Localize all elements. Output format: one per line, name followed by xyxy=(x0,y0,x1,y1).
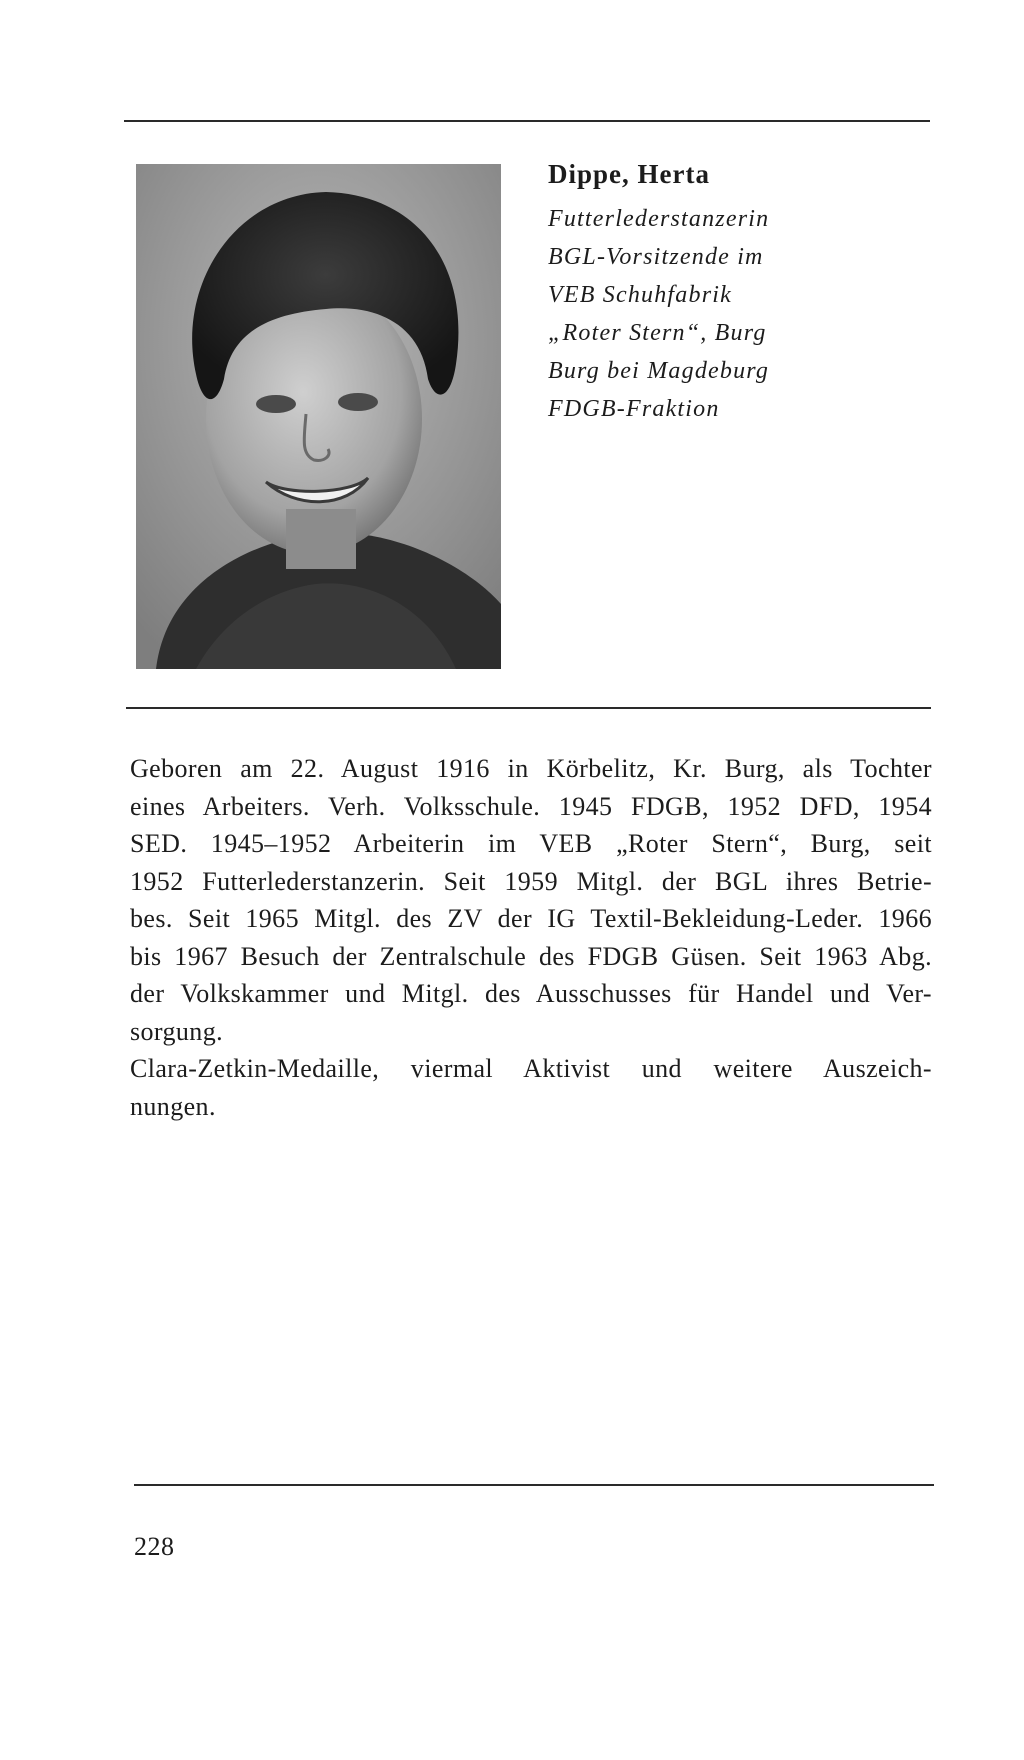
top-rule xyxy=(124,120,930,122)
middle-rule xyxy=(126,707,931,709)
bio-line: bes. Seit 1965 Mitgl. des ZV der IG Textil-Bekleidung-Leder. 1966 xyxy=(130,904,932,933)
biography-text xyxy=(130,750,932,1125)
position-line: BGL-Vorsitzende im xyxy=(548,244,764,270)
bio-line: der Volkskammer und Mitgl. des Ausschusses für Handel und Ver- xyxy=(130,979,932,1008)
occupation-line: Futterlederstanzerin xyxy=(548,206,770,232)
bio-line: 1952 Futterlederstanzerin. Seit 1959 Mitgl. der BGL ihres Betrie- xyxy=(130,866,932,896)
bio-line: eines Arbeiters. Verh. Volksschule. 1945 FDGB, 1952 DFD, 1954 xyxy=(130,791,932,821)
bio-line: Clara-Zetkin-Medaille, viermal Aktivist und weitere Auszeich- xyxy=(130,1054,932,1083)
bio-line: bis 1967 Besuch der Zentralschule des FDGB Güsen. Seit 1963 Abg. xyxy=(130,941,932,971)
person-name: Dippe, Herta xyxy=(548,159,710,189)
bio-line: sorgung. xyxy=(130,1016,224,1046)
faction-line: FDGB-Fraktion xyxy=(548,396,720,422)
constituency-line: Burg bei Magdeburg xyxy=(548,358,770,384)
bottom-rule xyxy=(134,1484,934,1486)
bio-line: nungen. xyxy=(130,1091,216,1121)
bio-line: SED. 1945–1952 Arbeiterin im VEB „Roter Stern“, Burg, seit xyxy=(130,829,932,858)
employer-line: VEB Schuhfabrik xyxy=(548,282,732,308)
bio-line: Geboren am 22. August 1916 in Körbelitz, Kr. Burg, als Tochter xyxy=(130,754,932,783)
entry-header xyxy=(548,156,928,428)
page-number: 228 xyxy=(134,1532,175,1561)
portrait-photo xyxy=(136,164,501,669)
employer-name-line: „Roter Stern“, Burg xyxy=(548,320,767,346)
